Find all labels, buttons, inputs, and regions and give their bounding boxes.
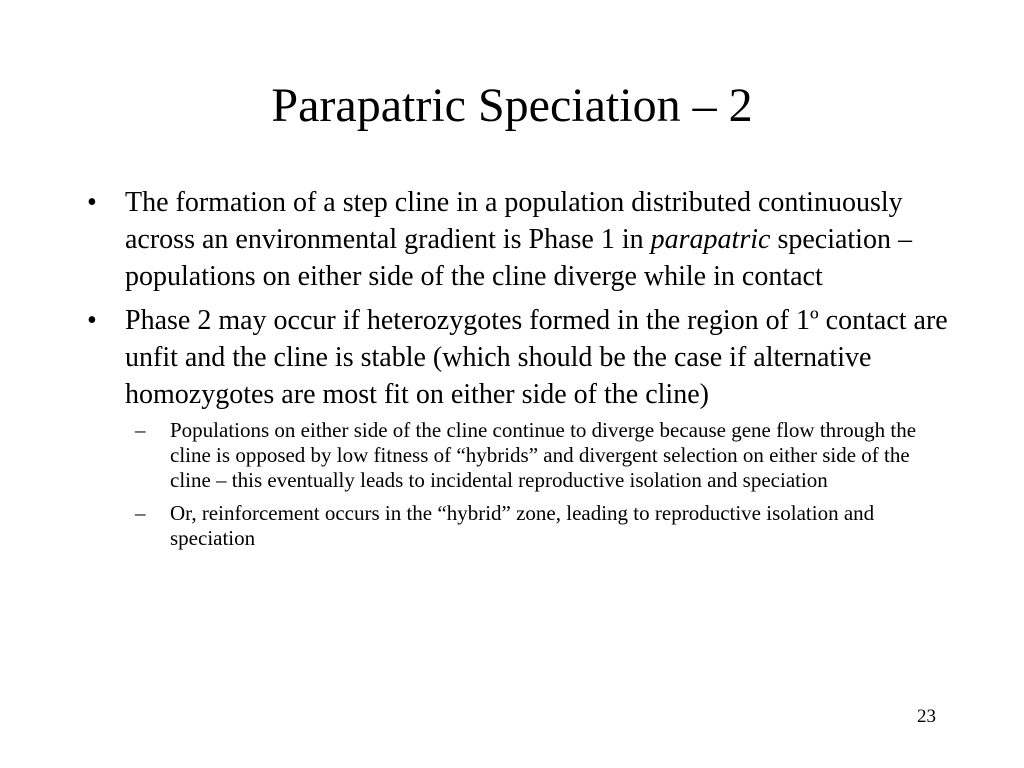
sub-bullet-item-1 [125,418,954,493]
sub-bullet-marker: – [135,418,146,442]
bullet-marker: • [87,187,97,218]
bullet-text: Phase 2 may occur if heterozygotes formed in the region of 1º contact are unfit and the cline is stable (which should be the case if alternative homozygotes are most fit on either side of the cline) [125,305,948,410]
bullet-item-2 [84,302,954,551]
bullet-item-1 [84,184,954,295]
sub-bullet-list [125,418,954,551]
sub-bullet-item-2 [125,501,954,551]
bullet-marker: • [87,305,97,336]
bullet-list [84,184,954,551]
slide-number: 23 [917,706,936,727]
slide-body [84,184,954,559]
sub-bullet-text: Or, reinforcement occurs in the “hybrid” zone, leading to reproductive isolation and speciation [170,501,875,550]
bullet-text-italic: parapatric [650,224,771,255]
sub-bullet-marker: – [135,501,146,525]
sub-bullet-text: Populations on either side of the cline continue to diverge because gene flow through the cline is opposed by low fitness of “hybrids” and divergent selection on either side of the cline – this eventually leads to incidental reproductive isolation and speciation [170,418,917,492]
slide-title: Parapatric Speciation – 2 [271,79,753,132]
bullet-text-after: speciation – populations on either side of the cline diverge while in contact [125,224,912,292]
bullet-text-before: The formation of a step cline in a population distributed continuously across an environmental gradient is Phase 1 in [125,187,903,255]
